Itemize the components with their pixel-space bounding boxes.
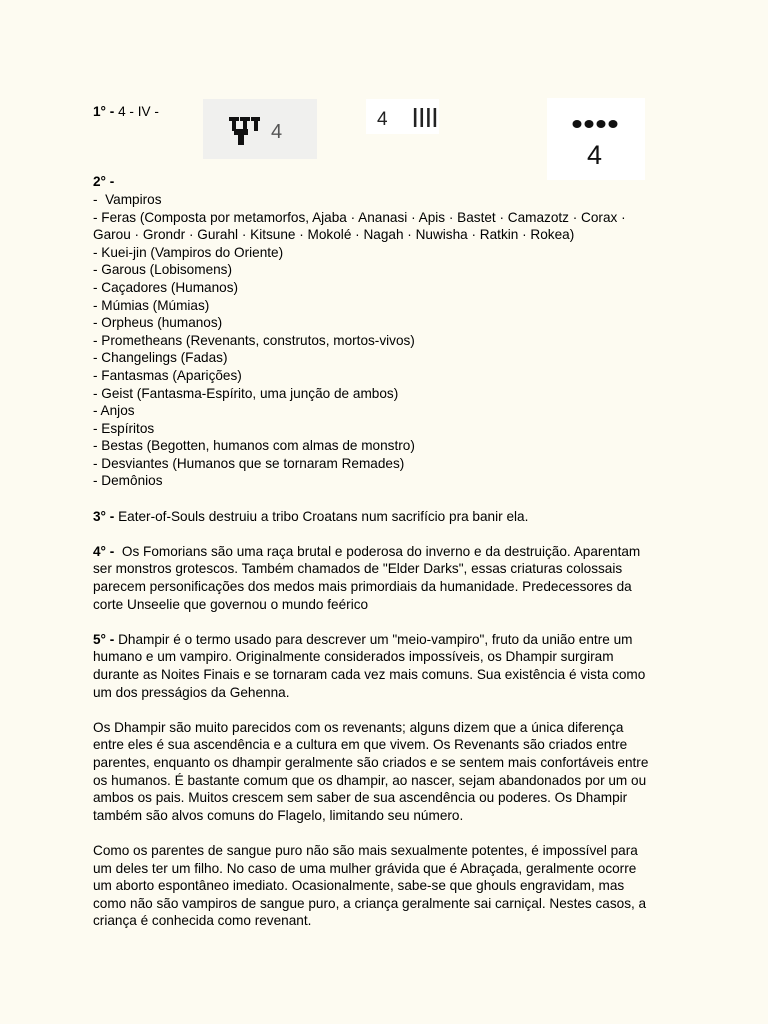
creature-list-item: - Changelings (Fadas) (93, 350, 228, 366)
question-3-label: 3° - (93, 508, 115, 524)
question-4-line: Os Fomorians são uma raça brutal e poderosa do inverno e da destruição. Aparentam (114, 543, 641, 559)
question-3-text: Eater-of-Souls destruiu a tribo Croatans num sacrifício pra banir ela. (114, 508, 529, 524)
creature-list-item: - Vampiros (93, 191, 162, 207)
creature-list-item: - Múmias (Múmias) (93, 297, 210, 313)
question-5-line: um deles ter um filho. No caso de uma mulher grávida que é Abraçada, geralmente ocorre (93, 860, 637, 876)
tally-digit: 4 (377, 109, 388, 130)
question-5-line: um dos presságios da Gehenna. (93, 684, 290, 700)
creature-list-item: - Demônios (93, 473, 163, 489)
question-4 (93, 543, 673, 613)
question-4-line: corte Unseelie que governou o mundo feérico (93, 596, 369, 612)
question-3 (93, 508, 673, 526)
question-2-label: 2° - (93, 174, 115, 190)
mayan-digit: 4 (587, 140, 603, 170)
question-5-line: ambos os pais. Muitos crescem sem saber de sua ascendência ou poderes. Os Dhampir (93, 790, 628, 806)
question-5-line: parentes, enquanto os dhampir geralmente são criados e se sentem mais confortáveis entre (93, 754, 649, 770)
creature-list-item: - Desviantes (Humanos que se tornaram Remades) (93, 455, 405, 471)
question-5-line: durante as Noites Finais e se tornaram cada vez mais comuns. Sua existência é vista como (93, 667, 646, 682)
question-5-paragraph-3 (93, 842, 673, 930)
question-5-line: Como os parentes de sangue puro não são mais sexualmente potentes, é impossível para (93, 842, 638, 858)
question-1-text: 4 - IV - (114, 104, 159, 119)
creature-list-item: - Caçadores (Humanos) (93, 279, 239, 295)
question-5-paragraph-2 (93, 719, 673, 825)
question-5-line: os humanos. É bastante comum que os dhampir, ao nascer, sejam abandonados por um ou (93, 772, 647, 788)
creature-list-item: - Prometheans (Revenants, construtos, mortos-vivos) (93, 332, 415, 348)
question-4-label: 4° - (93, 543, 115, 559)
question-5-line: humano e um vampiro. Originalmente considerados impossíveis, os Dhampir surgiram (93, 649, 614, 665)
question-5-line: como não são vampiros de sangue puro, a criança geralmente sai carniçal. Nestes casos, a (93, 895, 647, 911)
creature-list-item: - Feras (Composta por metamorfos, Ajaba · Ananasi · Apis · Bastet · Camazotz · Corax · (93, 209, 626, 225)
question-5-label: 5° - (93, 631, 115, 647)
creature-list-item: - Bestas (Begotten, humanos com almas de monstro) (93, 438, 415, 454)
question-4-line: parecem personificações dos medos mais primordiais da humanidade. Predecessores da (93, 579, 632, 595)
question-5-line: entre eles é sua ascendência e a cultura em que vivem. Os Revenants são criados entre (93, 737, 628, 753)
question-5-paragraph-1 (93, 631, 673, 701)
question-4-line: ser monstros grotescos. Também chamados de "Elder Darks", essas criaturas colossais (93, 561, 623, 577)
creature-list-item: Garou · Grondr · Gurahl · Kitsune · Mokolé · Nagah · Nuwisha · Ratkin · Rokea) (93, 227, 575, 243)
babylonian-digit: 4 (271, 121, 283, 143)
creature-list-item: - Kuei-jin (Vampiros do Oriente) (93, 244, 284, 260)
question-5-line: criança é conhecida como revenant. (93, 913, 312, 929)
creature-list-item: - Anjos (93, 403, 135, 419)
question-5-line: Dhampir é o termo usado para descrever um "meio-vampiro", fruto da união entre um (114, 631, 633, 647)
creature-list-item: - Garous (Lobisomens) (93, 262, 233, 278)
question-5-line: um aborto espontâneo imediato. Ocasionalmente, sabe-se que ghouls engravidam, mas (93, 878, 625, 894)
creature-list-item: - Orpheus (humanos) (93, 315, 223, 331)
creature-list-item: - Geist (Fantasma-Espírito, uma junção de ambos) (93, 385, 399, 401)
question-1-label: 1° - (93, 104, 115, 119)
question-5-line: também são alvos comuns do Flagelo, limitando seu número. (93, 807, 464, 823)
question-5-line: Os Dhampir são muito parecidos com os revenants; alguns dizem que a única diferença (93, 719, 624, 735)
creature-list-item: - Fantasmas (Aparições) (93, 367, 242, 383)
tally-marks: |||| (412, 106, 439, 128)
creature-list-item: - Espíritos (93, 420, 155, 436)
question-2-list (93, 191, 673, 490)
document-body (93, 103, 673, 930)
question-1 (93, 103, 673, 121)
